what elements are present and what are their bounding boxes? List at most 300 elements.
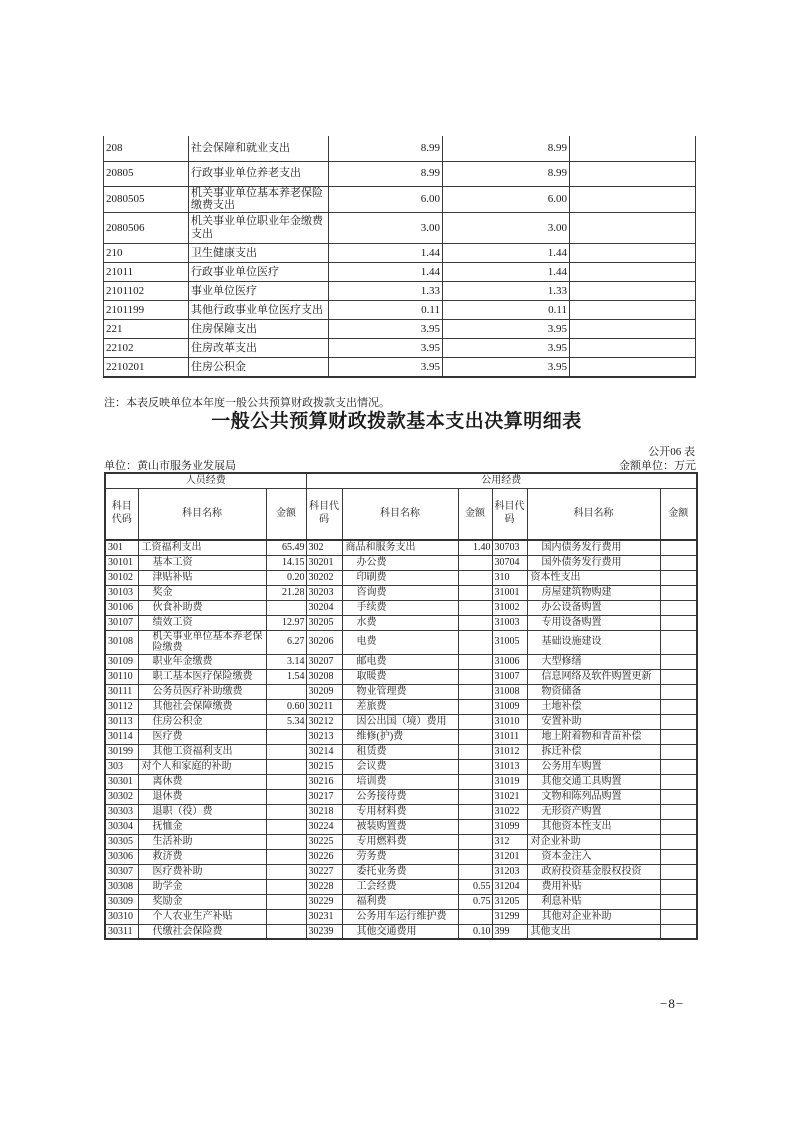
amount-cell	[458, 615, 492, 630]
amount-cell: 0.11	[443, 301, 570, 320]
name-cell: 对企业补助	[527, 834, 660, 849]
name-cell: 其他行政事业单位医疗支出	[189, 301, 329, 320]
code-cell: 30207	[306, 654, 342, 669]
amount-cell	[266, 684, 306, 699]
code-cell: 30106	[105, 600, 138, 615]
code-cell: 30228	[306, 879, 342, 894]
name-cell: 资本性支出	[527, 570, 660, 585]
empty-cell	[570, 213, 696, 244]
code-cell: 2210201	[104, 358, 189, 377]
name-cell: 取暖费	[342, 669, 458, 684]
column-header: 科目代码	[306, 488, 342, 540]
amount-cell: 21.28	[266, 585, 306, 600]
code-cell: 30204	[306, 600, 342, 615]
empty-cell	[570, 301, 696, 320]
amount-cell: 1.54	[266, 669, 306, 684]
name-cell: 福利费	[342, 894, 458, 909]
name-cell: 机关事业单位职业年金缴费支出	[189, 213, 329, 244]
detail-row	[105, 654, 697, 669]
name-cell: 咨询费	[342, 585, 458, 600]
code-cell: 2080505	[104, 186, 189, 213]
amount-cell	[660, 585, 697, 600]
amount-cell	[266, 804, 306, 819]
code-cell: 21011	[104, 263, 189, 282]
detail-row	[105, 555, 697, 570]
summary-row	[104, 301, 696, 320]
code-cell: 30239	[306, 924, 342, 939]
name-cell: 机关事业单位基本养老保险缴费支出	[189, 186, 329, 213]
name-cell: 住房公积金	[138, 714, 266, 729]
name-cell: 劳务费	[342, 849, 458, 864]
amount-cell: 6.00	[443, 186, 570, 213]
code-cell: 30205	[306, 615, 342, 630]
name-cell: 个人农业生产补贴	[138, 909, 266, 924]
amount-cell: 0.55	[458, 879, 492, 894]
code-cell: 303	[105, 759, 138, 774]
code-cell: 30215	[306, 759, 342, 774]
name-cell: 委托业务费	[342, 864, 458, 879]
summary-expenditure-table	[103, 136, 696, 378]
amount-cell: 3.95	[329, 358, 443, 377]
code-cell: 30108	[105, 630, 138, 654]
code-cell: 31299	[492, 909, 527, 924]
name-cell: 工资福利支出	[138, 540, 266, 555]
code-cell: 31204	[492, 879, 527, 894]
name-cell: 退职（役）费	[138, 804, 266, 819]
amount-cell	[458, 684, 492, 699]
code-cell: 30101	[105, 555, 138, 570]
column-header: 科目名称	[342, 488, 458, 540]
code-cell: 312	[492, 834, 527, 849]
amount-cell	[660, 879, 697, 894]
empty-cell	[570, 263, 696, 282]
name-cell: 机关事业单位基本养老保险缴费	[138, 630, 266, 654]
amount-cell	[660, 789, 697, 804]
detail-table-title: 一般公共预算财政拨款基本支出决算明细表	[211, 411, 582, 432]
empty-cell	[570, 136, 696, 161]
amount-cell	[660, 804, 697, 819]
name-cell: 行政事业单位医疗	[189, 263, 329, 282]
unit-label: 单位：黄山市服务业发展局	[104, 460, 236, 472]
code-cell: 31007	[492, 669, 527, 684]
name-cell: 差旅费	[342, 699, 458, 714]
amount-cell	[266, 759, 306, 774]
amount-cell	[458, 744, 492, 759]
amount-cell	[660, 570, 697, 585]
name-cell: 水费	[342, 615, 458, 630]
code-cell: 2101102	[104, 282, 189, 301]
detail-row	[105, 819, 697, 834]
amount-cell	[660, 600, 697, 615]
code-cell: 30114	[105, 729, 138, 744]
amount-cell	[266, 924, 306, 939]
name-cell: 维修(护)费	[342, 729, 458, 744]
amount-cell	[660, 669, 697, 684]
name-cell: 事业单位医疗	[189, 282, 329, 301]
code-cell: 30206	[306, 630, 342, 654]
detail-row	[105, 699, 697, 714]
empty-cell	[570, 282, 696, 301]
amount-cell	[660, 774, 697, 789]
name-cell: 土地补偿	[527, 699, 660, 714]
code-cell: 30202	[306, 570, 342, 585]
code-cell: 31201	[492, 849, 527, 864]
name-cell: 基本工资	[138, 555, 266, 570]
name-cell: 住房保障支出	[189, 320, 329, 339]
amount-cell: 12.97	[266, 615, 306, 630]
code-cell: 30224	[306, 819, 342, 834]
name-cell: 费用补贴	[527, 879, 660, 894]
name-cell: 专用材料费	[342, 804, 458, 819]
amount-cell	[458, 669, 492, 684]
detail-row	[105, 744, 697, 759]
amount-cell	[266, 774, 306, 789]
name-cell: 租赁费	[342, 744, 458, 759]
amount-cell	[458, 864, 492, 879]
code-cell: 30199	[105, 744, 138, 759]
code-cell: 31009	[492, 699, 527, 714]
code-cell: 30208	[306, 669, 342, 684]
detail-row	[105, 924, 697, 939]
detail-row	[105, 729, 697, 744]
amount-cell	[458, 570, 492, 585]
column-header: 科目代码	[105, 488, 138, 540]
code-cell: 30213	[306, 729, 342, 744]
code-cell: 30225	[306, 834, 342, 849]
summary-row	[104, 244, 696, 263]
amount-cell: 3.95	[443, 320, 570, 339]
amount-cell: 3.95	[329, 320, 443, 339]
name-cell: 对个人和家庭的补助	[138, 759, 266, 774]
name-cell: 文物和陈列品购置	[527, 789, 660, 804]
code-cell: 30216	[306, 774, 342, 789]
amount-cell: 6.00	[329, 186, 443, 213]
amount-cell: 3.14	[266, 654, 306, 669]
name-cell: 会议费	[342, 759, 458, 774]
name-cell: 办公费	[342, 555, 458, 570]
name-cell: 代缴社会保险费	[138, 924, 266, 939]
name-cell: 其他支出	[527, 924, 660, 939]
amount-cell: 65.49	[266, 540, 306, 555]
form-code-label: 公开06 表	[648, 446, 695, 458]
code-cell: 31005	[492, 630, 527, 654]
amount-cell	[458, 714, 492, 729]
code-cell: 30226	[306, 849, 342, 864]
amount-cell	[660, 834, 697, 849]
amount-cell	[660, 684, 697, 699]
table-meta-row	[104, 457, 696, 473]
code-cell: 30109	[105, 654, 138, 669]
name-cell: 公务接待费	[342, 789, 458, 804]
name-cell: 卫生健康支出	[189, 244, 329, 263]
name-cell: 奖金	[138, 585, 266, 600]
detail-row	[105, 630, 697, 654]
name-cell: 医疗费	[138, 729, 266, 744]
code-cell: 30227	[306, 864, 342, 879]
amount-cell: 8.99	[329, 136, 443, 161]
name-cell: 利息补贴	[527, 894, 660, 909]
name-cell: 邮电费	[342, 654, 458, 669]
table-note: 注：本表反映单位本年度一般公共预算财政拨款支出情况。	[104, 397, 390, 409]
name-cell: 职工基本医疗保险缴费	[138, 669, 266, 684]
summary-row	[104, 339, 696, 358]
page-number: −8−	[660, 996, 685, 1011]
name-cell: 公务用车购置	[527, 759, 660, 774]
amount-cell: 3.00	[443, 213, 570, 244]
name-cell: 伙食补助费	[138, 600, 266, 615]
code-cell: 30308	[105, 879, 138, 894]
amount-cell	[458, 759, 492, 774]
detail-row	[105, 570, 697, 585]
amount-cell	[660, 555, 697, 570]
name-cell: 物业管理费	[342, 684, 458, 699]
code-cell: 31203	[492, 864, 527, 879]
detail-row	[105, 669, 697, 684]
name-cell: 住房公积金	[189, 358, 329, 377]
code-cell: 31001	[492, 585, 527, 600]
name-cell: 奖励金	[138, 894, 266, 909]
code-cell: 30110	[105, 669, 138, 684]
amount-cell	[266, 744, 306, 759]
summary-row	[104, 161, 696, 186]
code-cell: 30203	[306, 585, 342, 600]
code-cell: 30302	[105, 789, 138, 804]
name-cell: 房屋建筑物购建	[527, 585, 660, 600]
code-cell: 31013	[492, 759, 527, 774]
code-cell: 30111	[105, 684, 138, 699]
amount-cell	[458, 654, 492, 669]
name-cell: 基础设施建设	[527, 630, 660, 654]
name-cell: 因公出国（境）费用	[342, 714, 458, 729]
name-cell: 专用设备购置	[527, 615, 660, 630]
code-cell: 221	[104, 320, 189, 339]
code-cell: 30103	[105, 585, 138, 600]
amount-cell	[660, 729, 697, 744]
detail-row	[105, 909, 697, 924]
amount-cell: 1.44	[443, 263, 570, 282]
name-cell: 其他交通工具购置	[527, 774, 660, 789]
name-cell: 救济费	[138, 849, 266, 864]
code-cell: 30703	[492, 540, 527, 555]
amount-cell: 0.20	[266, 570, 306, 585]
code-cell: 30301	[105, 774, 138, 789]
amount-cell	[660, 894, 697, 909]
amount-cell: 0.11	[329, 301, 443, 320]
amount-cell	[266, 789, 306, 804]
name-cell: 社会保障和就业支出	[189, 136, 329, 161]
group-header-row	[105, 473, 697, 488]
code-cell: 2101199	[104, 301, 189, 320]
detail-row	[105, 894, 697, 909]
amount-cell	[660, 924, 697, 939]
code-cell: 30310	[105, 909, 138, 924]
name-cell: 其他资本性支出	[527, 819, 660, 834]
name-cell: 其他社会保障缴费	[138, 699, 266, 714]
code-cell: 30305	[105, 834, 138, 849]
name-cell: 其他对企业补助	[527, 909, 660, 924]
amount-cell: 8.99	[329, 161, 443, 186]
amount-cell	[660, 540, 697, 555]
code-cell: 31012	[492, 744, 527, 759]
amount-cell	[660, 615, 697, 630]
name-cell: 物资储备	[527, 684, 660, 699]
amount-cell	[266, 819, 306, 834]
amount-cell: 1.33	[443, 282, 570, 301]
name-cell: 住房改革支出	[189, 339, 329, 358]
summary-row	[104, 358, 696, 377]
code-cell: 399	[492, 924, 527, 939]
code-cell: 20805	[104, 161, 189, 186]
amount-cell	[458, 585, 492, 600]
column-header-row	[105, 488, 697, 540]
name-cell: 印刷费	[342, 570, 458, 585]
amount-cell: 14.15	[266, 555, 306, 570]
code-cell: 30303	[105, 804, 138, 819]
code-cell: 30201	[306, 555, 342, 570]
amount-cell	[660, 819, 697, 834]
name-cell: 助学金	[138, 879, 266, 894]
detail-row	[105, 879, 697, 894]
column-header: 金额	[660, 488, 697, 540]
amount-cell: 1.44	[329, 263, 443, 282]
code-cell: 31099	[492, 819, 527, 834]
detail-row	[105, 849, 697, 864]
empty-cell	[570, 358, 696, 377]
empty-cell	[570, 186, 696, 213]
name-cell: 电费	[342, 630, 458, 654]
amount-cell: 6.27	[266, 630, 306, 654]
code-cell: 30229	[306, 894, 342, 909]
amount-cell: 1.40	[458, 540, 492, 555]
name-cell: 国内债务发行费用	[527, 540, 660, 555]
name-cell: 津贴补贴	[138, 570, 266, 585]
summary-row	[104, 263, 696, 282]
amount-cell	[266, 849, 306, 864]
empty-cell	[570, 244, 696, 263]
code-cell: 30212	[306, 714, 342, 729]
detail-row	[105, 834, 697, 849]
code-cell: 30211	[306, 699, 342, 714]
amount-cell: 1.44	[329, 244, 443, 263]
detail-row	[105, 804, 697, 819]
code-cell: 30218	[306, 804, 342, 819]
amount-cell: 3.95	[329, 339, 443, 358]
name-cell: 安置补助	[527, 714, 660, 729]
detail-row	[105, 684, 697, 699]
detail-row	[105, 585, 697, 600]
detail-row	[105, 864, 697, 879]
amount-cell	[266, 879, 306, 894]
name-cell: 行政事业单位养老支出	[189, 161, 329, 186]
amount-cell	[458, 630, 492, 654]
code-cell: 31003	[492, 615, 527, 630]
summary-row	[104, 136, 696, 161]
name-cell: 手续费	[342, 600, 458, 615]
name-cell: 公务员医疗补助缴费	[138, 684, 266, 699]
code-cell: 30209	[306, 684, 342, 699]
amount-cell: 5.34	[266, 714, 306, 729]
amount-cell: 8.99	[443, 161, 570, 186]
code-cell: 31006	[492, 654, 527, 669]
amount-cell: 3.95	[443, 339, 570, 358]
code-cell: 208	[104, 136, 189, 161]
amount-cell: 1.33	[329, 282, 443, 301]
name-cell: 其他工资福利支出	[138, 744, 266, 759]
name-cell: 信息网络及软件购置更新	[527, 669, 660, 684]
summary-row	[104, 282, 696, 301]
code-cell: 22102	[104, 339, 189, 358]
name-cell: 医疗费补助	[138, 864, 266, 879]
name-cell: 国外债务发行费用	[527, 555, 660, 570]
name-cell: 绩效工资	[138, 615, 266, 630]
code-cell: 30304	[105, 819, 138, 834]
name-cell: 工会经费	[342, 879, 458, 894]
code-cell: 31011	[492, 729, 527, 744]
amount-cell: 0.60	[266, 699, 306, 714]
code-cell: 30231	[306, 909, 342, 924]
name-cell: 地上附着物和青苗补偿	[527, 729, 660, 744]
amount-cell	[660, 864, 697, 879]
amount-cell	[660, 849, 697, 864]
amount-cell	[266, 600, 306, 615]
detail-row	[105, 759, 697, 774]
name-cell: 被装购置费	[342, 819, 458, 834]
code-cell: 30311	[105, 924, 138, 939]
amount-cell	[458, 555, 492, 570]
amount-cell: 3.95	[443, 358, 570, 377]
code-cell: 31205	[492, 894, 527, 909]
name-cell: 无形资产购置	[527, 804, 660, 819]
name-cell: 其他交通费用	[342, 924, 458, 939]
name-cell: 商品和服务支出	[342, 540, 458, 555]
amount-cell	[458, 774, 492, 789]
code-cell: 30217	[306, 789, 342, 804]
name-cell: 资本金注入	[527, 849, 660, 864]
amount-cell: 8.99	[443, 136, 570, 161]
amount-cell	[458, 699, 492, 714]
code-cell: 30113	[105, 714, 138, 729]
code-cell: 31021	[492, 789, 527, 804]
code-cell: 30107	[105, 615, 138, 630]
amount-cell	[266, 909, 306, 924]
name-cell: 抚恤金	[138, 819, 266, 834]
code-cell: 30112	[105, 699, 138, 714]
summary-row	[104, 213, 696, 244]
amount-cell	[458, 834, 492, 849]
amount-cell	[660, 630, 697, 654]
code-cell: 30102	[105, 570, 138, 585]
summary-row	[104, 320, 696, 339]
empty-cell	[570, 320, 696, 339]
code-cell: 310	[492, 570, 527, 585]
code-cell: 302	[306, 540, 342, 555]
column-header: 科目名称	[138, 488, 266, 540]
column-header: 科目代码	[492, 488, 527, 540]
code-cell: 31022	[492, 804, 527, 819]
code-cell: 30307	[105, 864, 138, 879]
amount-cell	[458, 804, 492, 819]
basic-expenditure-detail-table	[104, 472, 698, 940]
amount-unit-label: 金额单位：万元	[619, 460, 696, 472]
empty-cell	[570, 339, 696, 358]
name-cell: 政府投资基金股权投资	[527, 864, 660, 879]
name-cell: 办公设备购置	[527, 600, 660, 615]
detail-row	[105, 774, 697, 789]
amount-cell	[458, 600, 492, 615]
name-cell: 大型修缮	[527, 654, 660, 669]
detail-row	[105, 600, 697, 615]
code-cell: 30214	[306, 744, 342, 759]
